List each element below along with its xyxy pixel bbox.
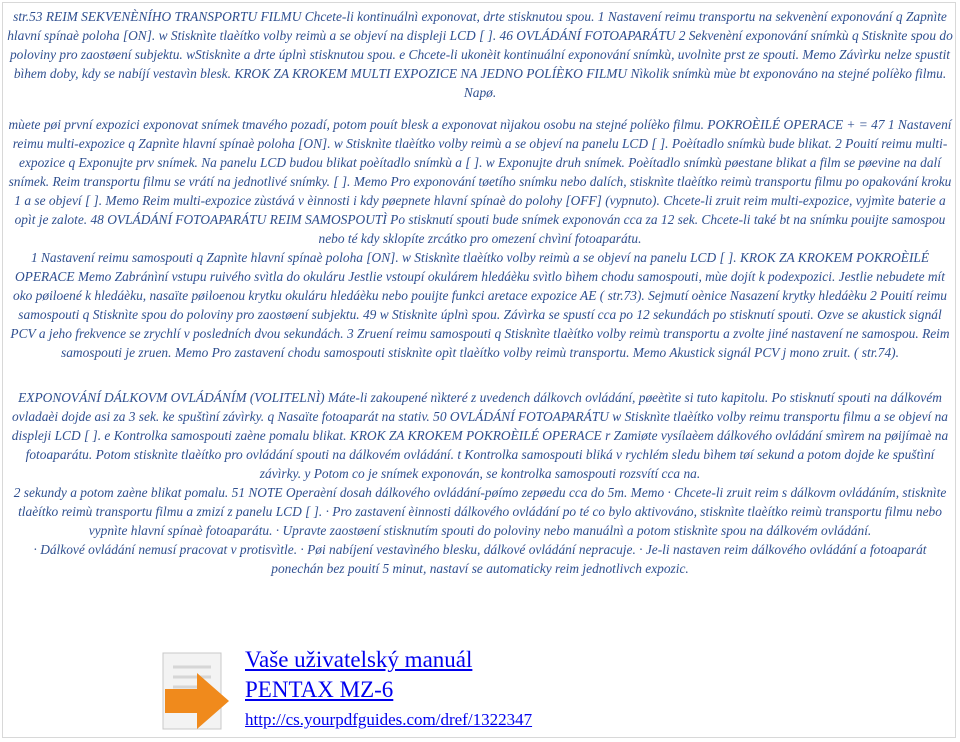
paragraph-remote-notes: 2 sekundy a potom zaène blikat pomalu. 51 NOTE Operaèní dosah dálkového ovládání-pøímo zepøedu cca do 5m. Memo · Chcete-li zruit reim s dálkovm ovládáním, stisknìte tlaèítko reimù transportu filmu a zmizí z panelu LCD [ ]. · Pro zastavení èinnosti dálkového ovládání po té co bylo aktivováno, stisknìte tlaèítko reimù transportu filmu nebo vypnìte hlavní spínaè fotoaparátu. · Upravte zaostøení stisknutím spouti do poloviny nebo manuálnì a potom stisknìte spou na dálkovém ovládání. <box>13 485 947 538</box>
manual-url-link[interactable]: http://cs.yourpdfguides.com/dref/1322347 <box>245 710 533 729</box>
manual-footer <box>159 643 859 739</box>
paragraph-multi-exposure: mùete pøi první expozici exponovat snímek tmavého pozadí, potom pouít blesk a exponovat nìjakou osobu na stejné políèko filmu. POKROÈILÉ OPERACE + = 47 1 Nastavení reimu multi-expozice q Zapnìte hlavní spínaè poloha [ON]. w Stisknìte tlaèítko volby reimù a se objeví na panelu LCD [ ]. Poèítadlo snímkù bude blikat. 2 Pouití reimu multi-expozice q Exponujte prv snímek. Na panelu LCD budou blikat poèítadlo snímkù a [ ]. w Exponujte druh snímek. Poèítadlo snímkù pøestane blikat a film se pøevine na dalí snímek. Reim transportu filmu se vrátí na jednotlivé snímky. [ ]. Memo Pro exponování tøetího snímku nebo dalích, stisknìte tlaèítko reimù transportu filmu po opakování kroku 1 a se objeví [ ]. Memo Reim multi-expozice zùstává v èinnosti i kdy pøepnete hlavní spínaè do polohy [OFF] (vypnuto). Chcete-li zruit reim multi-expozice, vyjmìte baterie a opìt je zalote. 48 OVLÁDÁNÍ FOTOAPARÁTU REIM SAMOSPOUTÌ Po stisknutí spouti bude snímek exponován cca za 12 sek. Chcete-li také bt na snímku pouijte samospou nebo té kdy sklopíte zrcátko pro omezení chvìní fotoaparátu. <box>8 117 952 246</box>
manual-text <box>7 7 953 578</box>
orange-arrow-document-icon <box>159 649 233 733</box>
document-page <box>2 2 956 738</box>
manual-links <box>245 645 532 731</box>
manual-model-link[interactable]: PENTAX MZ-6 <box>245 677 394 702</box>
paragraph-self-timer: 1 Nastavení reimu samospouti q Zapnìte hlavní spínaè poloha [ON]. w Stisknìte tlaèítko volby reimù a se objeví na panelu LCD [ ]. KROK ZA KROKEM POKROÈILÉ OPERACE Memo Zabránìní vstupu ruivého svìtla do okuláru Jestlie vstoupí okulárem hledáèku svìtlo bìhem chodu samospouti, mùe dojít k podexpozici. Jestlie nebudete mít oko pøiloené k hledáèku, nasaïte pøiloenou krytku okuláru hledáèku nebo pouijte funkci aretace expozice AE ( str.73). Sejmutí oènice Nasazení krytky hledáèku 2 Pouití reimu samospouti q Stisknìte spou do poloviny pro zaostøení subjektu. 49 w Stisknìte úplnì spou. Závìrka se spustí cca po 12 sekundách po stisknutí spouti. Ozve se akustick signál PCV a jeho frekvence se zrychlí v posledních dvou sekundách. 3 Zruení reimu samospouti q Stisknìte tlaèítko volby reimù transportu a zvolte jiné nastavení ne samospou. Reim samospouti je zruen. Memo Pro zastavení chodu samospouti stisknìte opìt tlaèítko volby reimù transportu. Memo Akustick signál PCV j mono zruit. ( str.74). <box>10 250 950 360</box>
paragraph-remote-limitations: · Dálkové ovládání nemusí pracovat v protisvìtle. · Pøi nabíjení vestavìného blesku, dálkové ovládání nepracuje. · Je-li nastaven reim dálkového ovládání a fotoaparát ponechán bez pouití 5 minut, nastaví se automaticky reim jednotlivch expozic. <box>33 542 927 576</box>
paragraph-remote-control: EXPONOVÁNÍ DÁLKOVM OVLÁDÁNÍM (VOLITELNÌ) Máte-li zakoupené nìkteré z uvedench dálkovch ovládání, pøeètìte si tuto kapitolu. Po stisknutí spouti na dálkovém ovladaèi dojde asi za 3 sek. ke spuštìní závìrky. q Nasaïte fotoaparát na stativ. 50 OVLÁDÁNÍ FOTOAPARÁTU w Stisknìte tlaèítko volby reimu transportu filmu a se objeví na displeji LCD [ ]. e Kontrolka samospouti zaène pomalu blikat. KROK ZA KROKEM POKROÈILÉ OPERACE r Zamiøte vysílaèem dálkového ovládání smìrem na pøijímaè na fotoaparátu. Potom stisknìte tlaèítko pro ovládání spouti na dálkovém ovládání. t Kontrolka samospouti bliká v rychlém sledu bìhem tøí sekund a potom dojde ke spuštìní závìrky. y Potom co je snímek exponován, se kontrolka samospouti rozsvítí cca na. <box>11 390 949 481</box>
paragraph-continuous-transport: str.53 REIM SEKVENÈNÍHO TRANSPORTU FILMU Chcete-li kontinuálnì exponovat, drte stisknutou spou. 1 Nastavení reimu transportu na sekvenèní exponování q Zapnìte hlavní spínaè poloha [ON]. w Stisknìte tlaèítko volby reimù a se objeví na displeji LCD [ ]. 46 OVLÁDÁNÍ FOTOAPARÁTU 2 Sekvenèní exponování snímkù q Stisknìte spou do poloviny pro zaostøení subjektu. wStisknìte a drte úplnì stisknutou spou. e Chcete-li ukonèit kontinuální exponování snímkù, uvolnìte prst ze spouti. Memo Závìrku nelze spustit bìhem doby, kdy se nabíjí vestavìn blesk. KROK ZA KROKEM MULTI EXPOZICE NA JEDNO POLÍÈKO FILMU Nìkolik snímkù mùe bt exponováno na stejné políèko filmu. Napø. <box>7 9 953 100</box>
manual-title-link[interactable]: Vaše uživatelský manuál <box>245 647 473 672</box>
